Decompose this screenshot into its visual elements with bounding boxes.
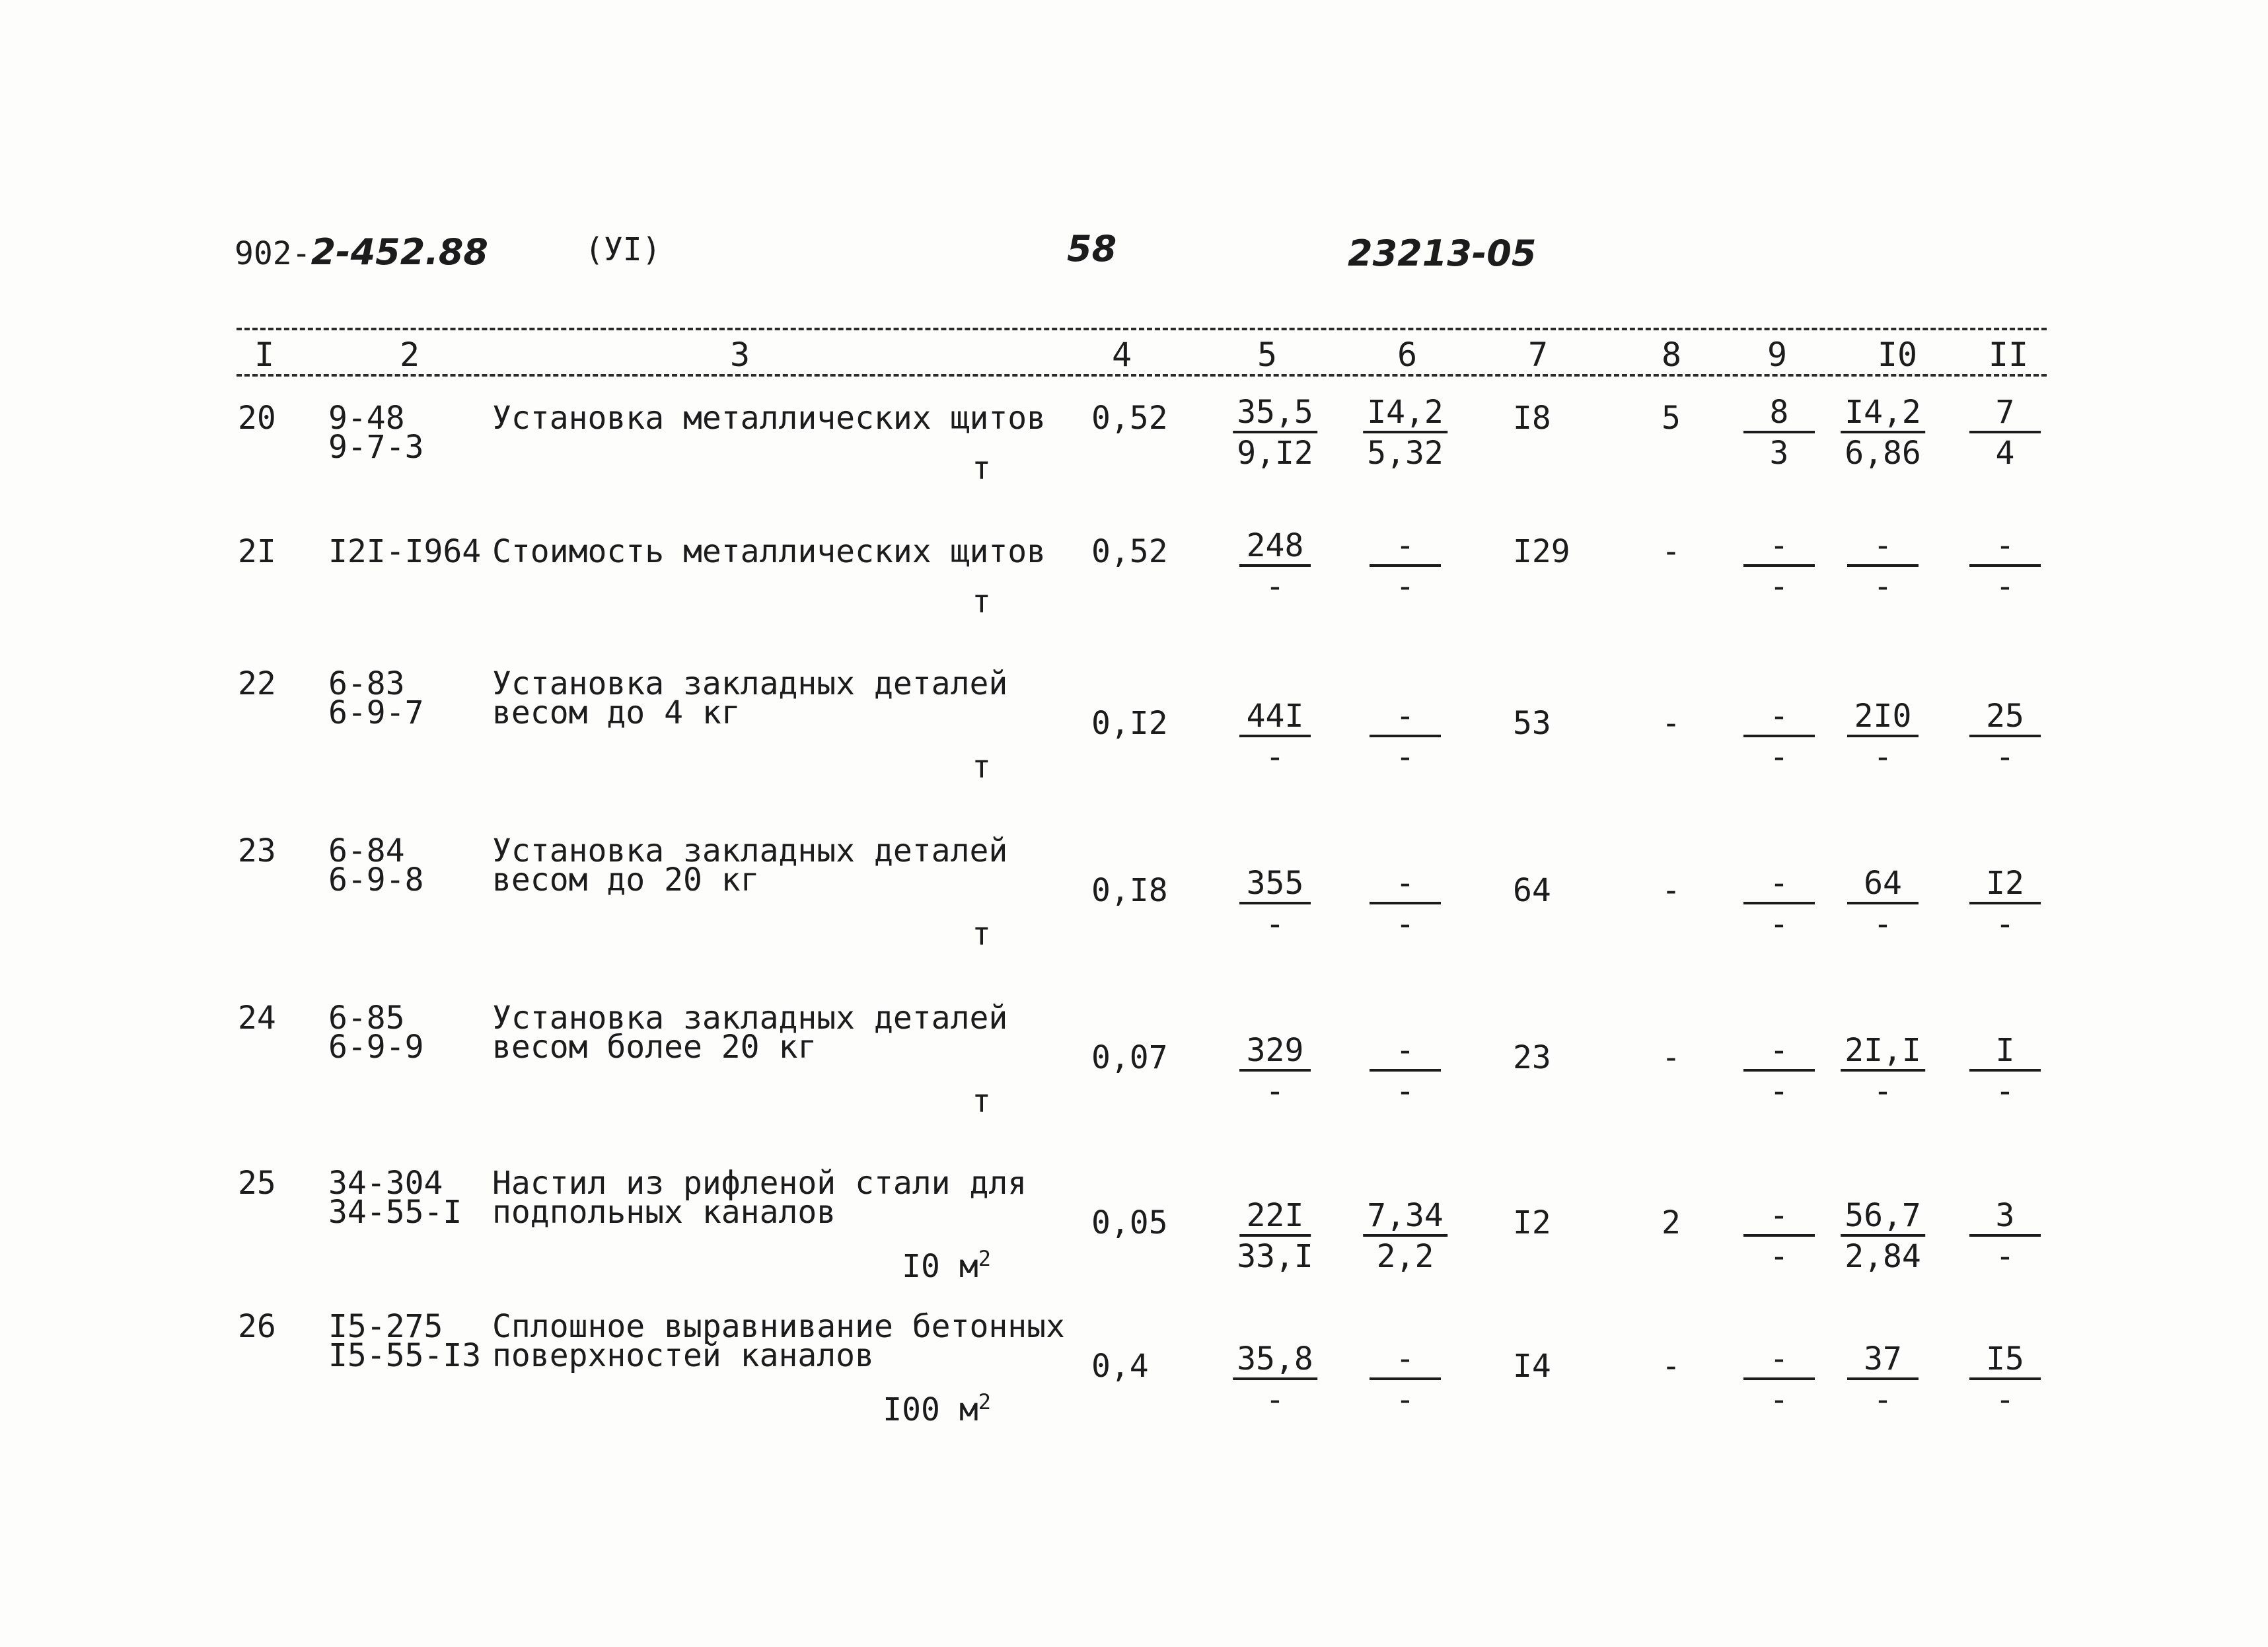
measure-unit: [972, 1081, 991, 1120]
fraction-numerator: 35,8: [1233, 1340, 1317, 1380]
fraction-denominator: -: [1395, 568, 1415, 605]
fraction-c5: [1233, 394, 1317, 473]
fraction-c11: [1969, 698, 2041, 777]
column-header: I: [254, 336, 275, 374]
work-description: подпольных каналов: [492, 1194, 836, 1231]
fraction-numerator: -: [1743, 698, 1815, 737]
fraction-numerator: I: [1969, 1032, 2041, 1072]
measure-unit: [883, 1389, 991, 1428]
fraction-numerator: 8: [1743, 394, 1815, 433]
fraction-c10: [1847, 698, 1919, 777]
fraction-numerator: 2I0: [1847, 698, 1919, 737]
row-number: 2I: [238, 533, 276, 570]
fraction-numerator: -: [1847, 527, 1919, 567]
section-number: (УI): [585, 231, 661, 268]
column-7-value: I8: [1513, 400, 1551, 437]
table-top-rule: [237, 328, 2047, 330]
fraction-numerator: 37: [1847, 1340, 1919, 1380]
norm-code: I5-275: [328, 1308, 443, 1345]
fraction-numerator: -: [1743, 865, 1815, 904]
fraction-denominator: -: [1769, 1381, 1789, 1418]
fraction-numerator: 355: [1239, 865, 1311, 904]
fraction-numerator: -: [1370, 1340, 1441, 1380]
column-header: 4: [1111, 336, 1132, 374]
fraction-denominator: 6,86: [1845, 435, 1921, 472]
fraction-numerator: I2: [1969, 865, 2041, 904]
fraction-c11: [1969, 1340, 2041, 1420]
column-header: 5: [1257, 336, 1278, 374]
fraction-c6: [1363, 394, 1447, 473]
fraction-c11: [1969, 394, 2041, 473]
column-7-value: 64: [1513, 872, 1551, 909]
column-8-value: -: [1662, 533, 1681, 570]
column-7-value: I2: [1513, 1204, 1551, 1241]
work-description: весом до 4 кг: [492, 694, 741, 731]
fraction-denominator: -: [1873, 739, 1893, 776]
fraction-c5: [1239, 527, 1311, 606]
column-8-value: -: [1662, 1039, 1681, 1076]
column-header: 3: [729, 336, 750, 374]
fraction-denominator: 33,I: [1237, 1238, 1313, 1275]
fraction-denominator: 4: [1995, 435, 2015, 472]
norm-code: 6-9-8: [328, 861, 424, 898]
fraction-numerator: 64: [1847, 865, 1919, 904]
work-description: Сплошное выравнивание бетонных: [492, 1308, 1065, 1345]
column-header: 8: [1661, 336, 1682, 374]
unit-text: I0 м: [902, 1248, 978, 1285]
fraction-c11: [1969, 1197, 2041, 1276]
fraction-denominator: -: [1265, 1381, 1285, 1418]
unit-text: т: [972, 583, 991, 620]
sheet-number: 23213-05: [1348, 233, 1537, 274]
measure-unit: [972, 914, 991, 953]
fraction-numerator: 35,5: [1233, 394, 1317, 433]
fraction-denominator: -: [1769, 906, 1789, 943]
fraction-denominator: -: [1995, 1381, 2015, 1418]
unit-exponent: 2: [978, 1246, 991, 1271]
fraction-c10: [1847, 865, 1919, 944]
column-8-value: 5: [1662, 400, 1681, 437]
fraction-numerator: 22I: [1239, 1197, 1311, 1237]
quantity: 0,4: [1091, 1348, 1149, 1385]
column-header: I0: [1877, 336, 1918, 374]
unit-text: т: [972, 749, 991, 786]
norm-code: I2I-I964: [328, 533, 482, 570]
row-number: 24: [238, 1000, 276, 1037]
fraction-c6: [1363, 1197, 1447, 1276]
fraction-c6: [1370, 527, 1441, 606]
fraction-numerator: -: [1370, 1032, 1441, 1072]
fraction-denominator: -: [1995, 906, 2015, 943]
norm-code: 9-48: [328, 400, 405, 437]
norm-code: 9-7-3: [328, 429, 424, 466]
fraction-numerator: 56,7: [1841, 1197, 1925, 1237]
norm-code: 34-304: [328, 1165, 443, 1202]
fraction-numerator: -: [1743, 1340, 1815, 1380]
column-header: 7: [1527, 336, 1549, 374]
fraction-c6: [1370, 1340, 1441, 1420]
fraction-denominator: -: [1873, 568, 1893, 605]
fraction-denominator: -: [1995, 1238, 2015, 1275]
column-7-value: I4: [1513, 1348, 1551, 1385]
fraction-c9: [1743, 394, 1815, 473]
fraction-c9: [1743, 1340, 1815, 1420]
work-description: весом до 20 кг: [492, 861, 760, 898]
fraction-denominator: -: [1395, 1381, 1415, 1418]
unit-text: т: [972, 1083, 991, 1120]
fraction-c10: [1841, 1197, 1925, 1276]
fraction-numerator: 44I: [1239, 698, 1311, 737]
column-7-value: 53: [1513, 705, 1551, 742]
fraction-numerator: 7: [1969, 394, 2041, 433]
work-description: Установка закладных деталей: [492, 1000, 1008, 1037]
fraction-numerator: 2I,I: [1841, 1032, 1925, 1072]
fraction-numerator: I4,2: [1841, 394, 1925, 433]
quantity: 0,52: [1091, 533, 1168, 570]
unit-exponent: 2: [978, 1389, 991, 1414]
fraction-numerator: 25: [1969, 698, 2041, 737]
work-description: Установка металлических щитов: [492, 400, 1046, 437]
measure-unit: [972, 747, 991, 786]
fraction-c10: [1841, 1032, 1925, 1111]
fraction-denominator: -: [1995, 739, 2015, 776]
norm-code: 6-9-9: [328, 1029, 424, 1066]
fraction-denominator: -: [1769, 739, 1789, 776]
fraction-denominator: -: [1995, 1073, 2015, 1110]
fraction-c6: [1370, 865, 1441, 944]
measure-unit: [902, 1246, 991, 1285]
quantity: 0,I2: [1091, 705, 1168, 742]
unit-text: I00 м: [883, 1391, 978, 1428]
fraction-c5: [1233, 1340, 1317, 1420]
fraction-numerator: -: [1743, 1197, 1815, 1237]
fraction-c10: [1841, 394, 1925, 473]
fraction-numerator: -: [1969, 527, 2041, 567]
fraction-denominator: -: [1873, 1381, 1893, 1418]
column-header: II: [1988, 336, 2029, 374]
fraction-c9: [1743, 1197, 1815, 1276]
fraction-denominator: -: [1395, 1073, 1415, 1110]
fraction-c10: [1847, 1340, 1919, 1420]
fraction-denominator: -: [1873, 906, 1893, 943]
work-description: Стоимость металлических щитов: [492, 533, 1046, 570]
fraction-denominator: -: [1769, 568, 1789, 605]
row-number: 22: [238, 665, 276, 702]
quantity: 0,05: [1091, 1204, 1168, 1241]
fraction-numerator: 3: [1969, 1197, 2041, 1237]
fraction-denominator: -: [1769, 1238, 1789, 1275]
norm-code: 6-85: [328, 1000, 405, 1037]
fraction-numerator: -: [1370, 698, 1441, 737]
fraction-numerator: -: [1370, 865, 1441, 904]
work-description: Настил из рифленой стали для: [492, 1165, 1027, 1202]
fraction-numerator: I4,2: [1363, 394, 1447, 433]
fraction-denominator: 9,I2: [1237, 435, 1313, 472]
fraction-c11: [1969, 865, 2041, 944]
work-description: поверхностей каналов: [492, 1337, 874, 1374]
page-number: 58: [1067, 228, 1117, 270]
fraction-c11: [1969, 527, 2041, 606]
norm-code: 6-83: [328, 665, 405, 702]
fraction-c9: [1743, 527, 1815, 606]
doc-code: [235, 231, 488, 273]
fraction-denominator: -: [1265, 568, 1285, 605]
fraction-denominator: -: [1995, 568, 2015, 605]
fraction-denominator: -: [1265, 739, 1285, 776]
row-number: 26: [238, 1308, 276, 1345]
fraction-c9: [1743, 865, 1815, 944]
fraction-denominator: 2,2: [1376, 1238, 1434, 1275]
fraction-c5: [1239, 865, 1311, 944]
column-8-value: 2: [1662, 1204, 1681, 1241]
measure-unit: [972, 448, 991, 487]
work-description: Установка закладных деталей: [492, 665, 1008, 702]
fraction-numerator: I5: [1969, 1340, 2041, 1380]
column-8-value: -: [1662, 1348, 1681, 1385]
fraction-c5: [1237, 1197, 1313, 1276]
work-description: весом более 20 кг: [492, 1029, 817, 1066]
row-number: 25: [238, 1165, 276, 1202]
fraction-denominator: -: [1395, 906, 1415, 943]
fraction-c11: [1969, 1032, 2041, 1111]
norm-code: I5-55-I3: [328, 1337, 482, 1374]
column-header: 9: [1767, 336, 1788, 374]
fraction-denominator: -: [1873, 1073, 1893, 1110]
doc-code-handwritten: 2-452.88: [311, 231, 488, 273]
column-8-value: -: [1662, 872, 1681, 909]
quantity: 0,07: [1091, 1039, 1168, 1076]
fraction-c9: [1743, 1032, 1815, 1111]
table-header-rule: [237, 374, 2047, 377]
fraction-denominator: -: [1265, 906, 1285, 943]
column-8-value: -: [1662, 705, 1681, 742]
unit-text: т: [972, 916, 991, 953]
fraction-denominator: -: [1395, 739, 1415, 776]
fraction-denominator: 2,84: [1845, 1238, 1921, 1275]
fraction-c5: [1239, 698, 1311, 777]
fraction-c5: [1239, 1032, 1311, 1111]
fraction-denominator: -: [1265, 1073, 1285, 1110]
column-7-value: 23: [1513, 1039, 1551, 1076]
norm-code: 6-84: [328, 832, 405, 869]
unit-text: т: [972, 450, 991, 487]
column-header: 2: [399, 336, 420, 374]
work-description: Установка закладных деталей: [492, 832, 1008, 869]
row-number: 20: [238, 400, 276, 437]
fraction-numerator: 329: [1239, 1032, 1311, 1072]
fraction-c6: [1370, 1032, 1441, 1111]
fraction-numerator: 248: [1239, 527, 1311, 567]
row-number: 23: [238, 832, 276, 869]
quantity: 0,52: [1091, 400, 1168, 437]
fraction-c6: [1370, 698, 1441, 777]
fraction-numerator: -: [1743, 527, 1815, 567]
measure-unit: [972, 581, 991, 620]
column-header: 6: [1397, 336, 1418, 374]
fraction-c10: [1847, 527, 1919, 606]
doc-code-printed: 902-: [235, 235, 311, 272]
fraction-numerator: 7,34: [1363, 1197, 1447, 1237]
fraction-numerator: -: [1743, 1032, 1815, 1072]
fraction-denominator: 3: [1769, 435, 1789, 472]
norm-code: 6-9-7: [328, 694, 424, 731]
quantity: 0,I8: [1091, 872, 1168, 909]
norm-code: 34-55-I: [328, 1194, 462, 1231]
fraction-c9: [1743, 698, 1815, 777]
fraction-denominator: -: [1769, 1073, 1789, 1110]
fraction-numerator: -: [1370, 527, 1441, 567]
fraction-denominator: 5,32: [1367, 435, 1444, 472]
column-7-value: I29: [1513, 533, 1570, 570]
